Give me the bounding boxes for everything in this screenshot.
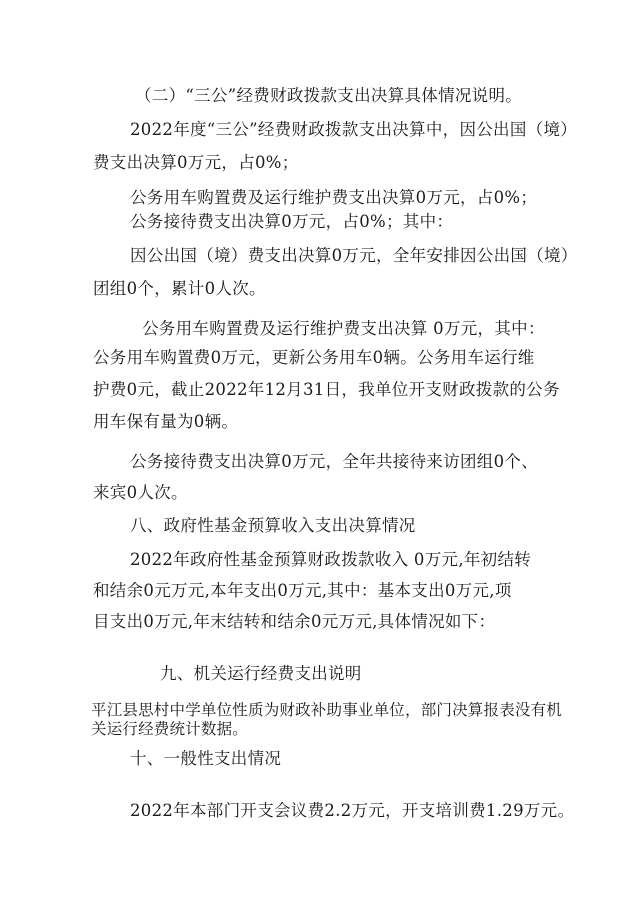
paragraph-line: 和结余0元万元,本年支出0万元,其中：基本支出0万元,项: [93, 581, 512, 600]
section-heading-general-expenses: 十、一般性支出情况: [130, 749, 282, 768]
paragraph-line: 用车保有量为0辆。: [93, 412, 239, 431]
paragraph-line: 公务用车购置费及运行维护费支出决算0万元，占0%；: [130, 188, 538, 207]
paragraph-line: 公务用车购置费及运行维护费支出决算 0万元，其中：: [142, 319, 545, 338]
paragraph-line: 来宾0人次。: [93, 483, 188, 502]
paragraph-line: 平江县思村中学单位性质为财政补助事业单位，部门决算报表没有机: [91, 701, 563, 719]
paragraph-line: 公务接待费支出决算0万元，占0%；其中：: [130, 212, 454, 231]
section-heading-operating-expenses: 九、机关运行经费支出说明: [160, 664, 362, 683]
paragraph-line: 费支出决算0万元，占0%；: [93, 153, 299, 172]
paragraph-line: 目支出0万元,年末结转和结余0元万元,具体情况如下：: [93, 612, 496, 631]
paragraph-line: 护费0元，截止2022年12月31日，我单位开支财政拨款的公务: [93, 380, 560, 399]
paragraph-line: 关运行经费统计数据。: [91, 720, 249, 738]
section-heading-government-fund: 八、政府性基金预算收入支出决算情况: [130, 516, 416, 535]
paragraph-line: 2022年本部门开支会议费2.2万元，开支培训费1.29万元。: [130, 801, 575, 820]
paragraph-line: 团组0个，累计0人次。: [93, 279, 266, 298]
paragraph-line: 公务用车购置费0万元，更新公务用车0辆。公务用车运行维: [93, 348, 535, 367]
paragraph-line: 公务接待费支出决算0万元，全年共接待来访团组0个、: [130, 452, 538, 471]
paragraph-line: 2022年政府性基金预算财政拨款收入 0万元,年初结转: [130, 550, 532, 569]
paragraph-line: 因公出国（境）费支出决算0万元，全年安排因公出国（境）: [130, 246, 578, 265]
section-heading-three-public: （二）“三公”经费财政拨款支出决算具体情况说明。: [135, 86, 523, 105]
paragraph-line: 2022年度“三公”经费财政拨款支出决算中，因公出国（境）: [130, 120, 578, 139]
